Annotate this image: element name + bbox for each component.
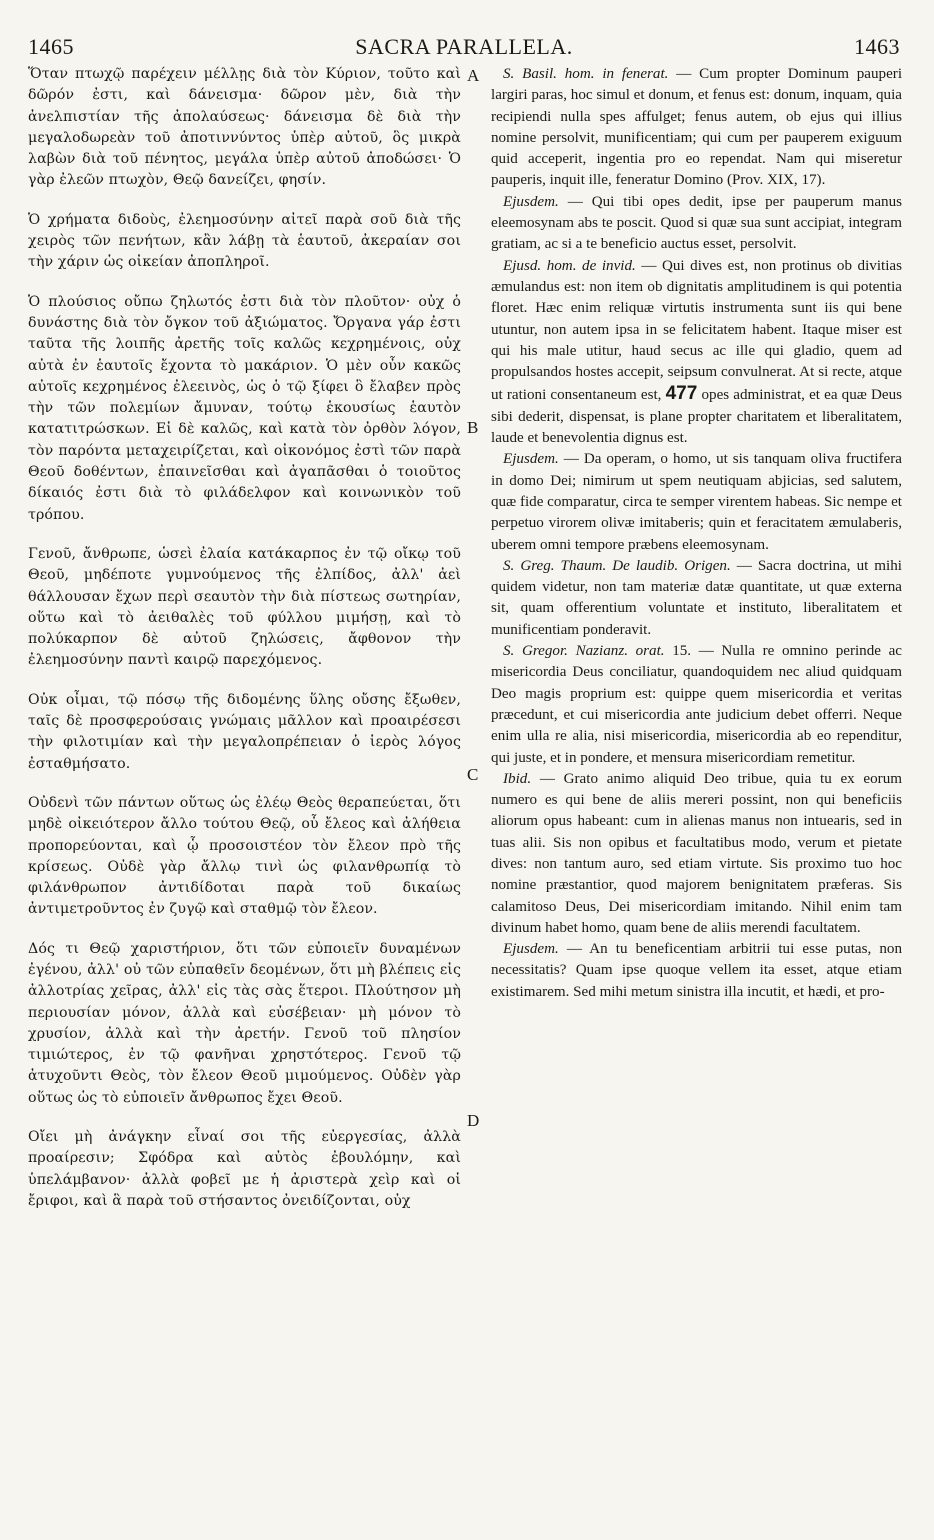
latin-text: — Grato animo aliquid Deo tribue, quia tu ex eorum numero es qui bene de aliis mereri possint, non qui beneficiis aliorum opus habeant: cum in alienas manus non intuearis, sed in tuas alii. Sis non opibus et facultatibus modo, verum et pietate dives: non tantum auro, sed etiam virtute. Sis proximo tuo hoc nomine præstantior, quod majorem benignitatem præferas. Sis calamitoso Deus, Dei misericordiam imitando. Nihil enim tam divinum habet homo, quam bene de aliis merendi facultatem. — [491, 770, 902, 936]
running-title: SACRA PARALLELA. — [355, 34, 573, 59]
latin-paragraph — [491, 641, 902, 769]
latin-text: opes administrat, et ea quæ Deus sibi dederit, dispensat, is plane propter charitatem et liberalitatem, laude et benevolentia dignus est. — [491, 387, 903, 447]
latin-text: — Cum propter Dominum pauperi largiri paras, hoc simul et donum, et fenus est: donum, inquam, quia recipiendi nulla spes affulget; fenus autem, ob ejus qui illius nomine persolvit, munificentiam; qui cum per pauperem exiguum quid acceperit, ingentia pro eo rependat. Nam qui miseretur pauperis, inquit ille, feneratur Domino (Prov. XIX, 17). — [491, 66, 903, 189]
greek-paragraph: Ὅταν πτωχῷ παρέχειν μέλλῃς διὰ τὸν Κύριον, τοῦτο καὶ δῶρόν ἐστι, καὶ δάνεισμα· δῶρον μὲν, διὰ τὴν ἀνελπιστίαν τῆς ἀπολαύσεως· δάνεισμα δὲ διὰ τὴν μεγαλοδωρεὰν τοῦ ἀποτιννύντος ὑπὲρ αὐτοῦ, ὃς μικρὰ λαβὼν διὰ τοῦ πένητος, μεγάλα ὑπὲρ αὐτοῦ ἀποδώσει· Ὁ γὰρ ἐλεῶν πτωχὸν, Θεῷ δανείζει, φησίν. — [28, 66, 461, 189]
latin-text: 15. — Nulla re omnino perinde ac misericordia Deus conciliatur, quandoquidem nec aliud quidquam Deo magis proprium est: quippe quem misericordia et veritas præcedunt, et cui misericordia ante judicium debet offerri. Neque enim ulla re alia, nisi misericordia, misericordia ab eo rependitur, qui juste, et in pondere, et mensura misericordiam remetitur. — [491, 643, 902, 766]
greek-paragraph: Γενοῦ, ἄνθρωπε, ὡσεὶ ἐλαία κατάκαρπος ἐν τῷ οἴκῳ τοῦ Θεοῦ, μηδέποτε γυμνούμενος τῆς ἐλπίδος, ἀλλ' ἀεὶ θάλλουσαν ἔχων περὶ σεαυτὸν τὴν διὰ πίστεως σωτηρίαν, οὕτω καὶ τὸ ἀειθαλὲς τοῦ φύλλου μιμήσῃ, καὶ τὸ πολύκαρπον δὲ αὐτοῦ ζηλώσεις, ἄφθονον τὴν ἐλεημοσύνην παντὶ καιρῷ παρεχόμενος. — [28, 545, 461, 669]
greek-paragraph: Ὁ χρήματα διδοὺς, ἐλεημοσύνην αἰτεῖ παρὰ σοῦ διὰ τῆς χειρὸς τῶν πενήτων, κἂν λάβῃ τὰ ἑαυτοῦ, ἀκεραίαν σοι τὴν χάριν ὡς οἰκείαν ἀποπληροῖ. — [28, 211, 461, 271]
latin-paragraph — [491, 64, 902, 192]
latin-paragraph — [491, 449, 902, 555]
margin-letter-a: A — [467, 66, 480, 85]
margin-letter-d: D — [467, 1111, 480, 1130]
column-number: 477 — [665, 383, 698, 405]
latin-source: Ejusdem. — [503, 941, 559, 958]
latin-text: — Da operam, o homo, ut sis tanquam oliva fructifera in domo Dei; nimirum ut spem neutiquam abjicias, sed salutem, quæ fide comparatur, circa te semper virentem habeas. Sic nempe et perpetuo virorem olivæ imitaberis; quin et feracitatem æmulaberis, uberem omni tempore præbens eleemosynam. — [491, 451, 902, 553]
right-page-number: 1463 — [854, 34, 900, 59]
latin-source: S. Gregor. Nazianz. orat. — [503, 643, 665, 660]
latin-source: S. Basil. hom. in fenerat. — [503, 66, 669, 82]
latin-paragraph — [491, 256, 902, 450]
latin-source: Ejusdem. — [503, 451, 559, 468]
greek-paragraph: Οὐκ οἶμαι, τῷ πόσῳ τῆς διδομένης ὕλης οὔσης ἔξωθεν, ταῖς δὲ προσφερούσαις γνώμαις μᾶλλον καὶ προαιρέσεσι τὴν φιλοτιμίαν καὶ τὴν μεγαλοπρέπειαν ὁ ἱερὸς λόγος ἐσταθμήσατο. — [28, 691, 461, 772]
latin-text: — An tu beneficentiam arbitrii tui esse putas, non necessitatis? Quam ipse quoque vellem ita esset, atque etiam existimarem. Sed mihi metum sinistra illa incutit, et hædi, et pro- — [491, 941, 902, 1000]
latin-source: Ejusd. hom. de invid. — [503, 257, 636, 274]
latin-text: — Qui dives est, non protinus ob divitias æmulandus est: non item ob dignitatis amplitudinem is qui potentia floret. Hæc enim reliquæ virtutis instrumenta sunt iis qui bene utuntur, non autem ipsa in se felicitatem habent. Itaque miser est qui his male utitur, haud secus ac ille qui gladio, quem ad propulsandos hostes accepit, seipsum convulnerat. At si recte, atque ut rationi consentaneum est, — [491, 257, 902, 404]
greek-paragraph: Οὐδενὶ τῶν πάντων οὕτως ὡς ἐλέῳ Θεὸς θεραπεύεται, ὅτι μηδὲ οἰκειότερον ἄλλο τούτου Θεῷ, οὗ ἔλεος καὶ ἀλήθεια προπορεύονται, καὶ ᾧ προσοιστέον τὸν ἔλεον πρὸ τῆς κρίσεως. Οὐδὲ γὰρ ἄλλῳ τινὶ ὡς φιλανθρωπίᾳ τὸ φιλάνθρωπον ἀντιδίδοται παρὰ τοῦ δικαίως ἀντιμετροῦντος ἐν ζυγῷ καὶ σταθμῷ τὸν ἔλεον. — [28, 794, 461, 918]
greek-paragraph: Ὁ πλούσιος οὔπω ζηλωτός ἐστι διὰ τὸν πλοῦτον· οὐχ ὁ δυνάστης διὰ τὸν ὄγκον τοῦ ἀξιώματος. Ὄργανα γάρ ἐστι ταῦτα τῆς λοιπῆς ἀρετῆς τοῖς καλῶς κεχρημένοις, οὐχ αὐτὰ ἐν ἑαυτοῖς ἔχοντα τὸ μακάριον. Ὁ μὲν οὖν κακῶς αὐτοῖς κεχρημένος ἐλεεινὸς, ὡς ὁ τῷ ξίφει ὃ ἔλαβεν πρὸς τὴν τῶν πολεμίων ἄμυναν, τούτῳ ἑκουσίως ἑαυτὸν κατατιτρώσκων. Εἰ δὲ καλῶς, καὶ κατὰ τὸν ὀρθὸν λόγον, τὸν παρόντα μεταχειρίζεται, καὶ οἰκονόμος ἐστὶ τῶν παρὰ Θεοῦ δοθέντων, ἐπαινεῖσθαι καὶ ἀγαπᾶσθαι ὁ τοιοῦτος δίκαιός ἐστι διὰ τὸ φιλάδελφον καὶ κοινωνικὸν τοῦ τρόπου. — [28, 293, 461, 523]
latin-paragraph — [491, 769, 902, 939]
greek-paragraph: Οἴει μὴ ἀνάγκην εἶναί σοι τῆς εὐεργεσίας, ἀλλὰ προαίρεσιν; Σφόδρα καὶ αὐτὸς ἐβουλόμην, καὶ ὑπελάμβανον· ἀλλὰ φοβεῖ με ἡ ἀριστερὰ χεὶρ καὶ οἱ ἔριφοι, καὶ ἃ παρὰ τοῦ στήσαντος ὀνειδίζονται, οὐχ — [28, 1129, 461, 1209]
margin-letter-c: C — [467, 765, 479, 784]
latin-text: — Qui tibi opes dedit, ipse per pauperum manus eleemosynam abs te poscit. Quod si quæ sua sunt accipiat, integram gratiam, ac si a te beneficio auctus esset, persolvit. — [491, 193, 902, 253]
latin-column — [491, 64, 902, 1003]
page-header — [28, 34, 900, 62]
latin-text: — Sacra doctrina, ut mihi quidem videtur, non tam materiæ datæ quantitate, ut quæ externa sit, quam offerentium voluntate et instituto, liberalitatem et munificentiam ponderavit. — [491, 557, 902, 638]
greek-paragraph: Δός τι Θεῷ χαριστήριον, ὅτι τῶν εὐποιεῖν δυναμένων ἐγένου, ἀλλ' οὐ τῶν εὐπαθεῖν δεομένων, ὅτι μὴ βλέπεις εἰς ἀλλοτρίας χεῖρας, ἀλλ' εἰς τὰς σὰς ἕτεροι. Πλούτησον μὴ περιουσίαν μόνον, ἀλλὰ καὶ εὐσέβειαν· μὴ μόνον τὸ χρυσίον, ἀλλὰ καὶ τὴν ἀρετήν. Γενοῦ τοῦ πλησίον τιμιώτερος, ἐν τῷ φανῆναι χρηστότερος. Γενοῦ τῷ ἀτυχοῦντι Θεὸς, τὸν ἔλεον Θεοῦ μιμούμενος. Οὐδὲν γὰρ οὕτως ὡς τὸ εὐποιεῖν ἄνθρωπος ἔχει Θεοῦ. — [28, 940, 461, 1106]
margin-letter-b: B — [467, 418, 479, 437]
latin-paragraph — [491, 192, 902, 256]
latin-source: S. Greg. Thaum. De laudib. Origen. — [503, 557, 731, 574]
latin-source: Ejusdem. — [503, 193, 559, 210]
latin-paragraph — [491, 556, 902, 641]
left-page-number: 1465 — [28, 34, 74, 59]
latin-paragraph — [491, 939, 902, 1003]
latin-source: Ibid. — [503, 770, 532, 787]
greek-column — [28, 64, 461, 1230]
